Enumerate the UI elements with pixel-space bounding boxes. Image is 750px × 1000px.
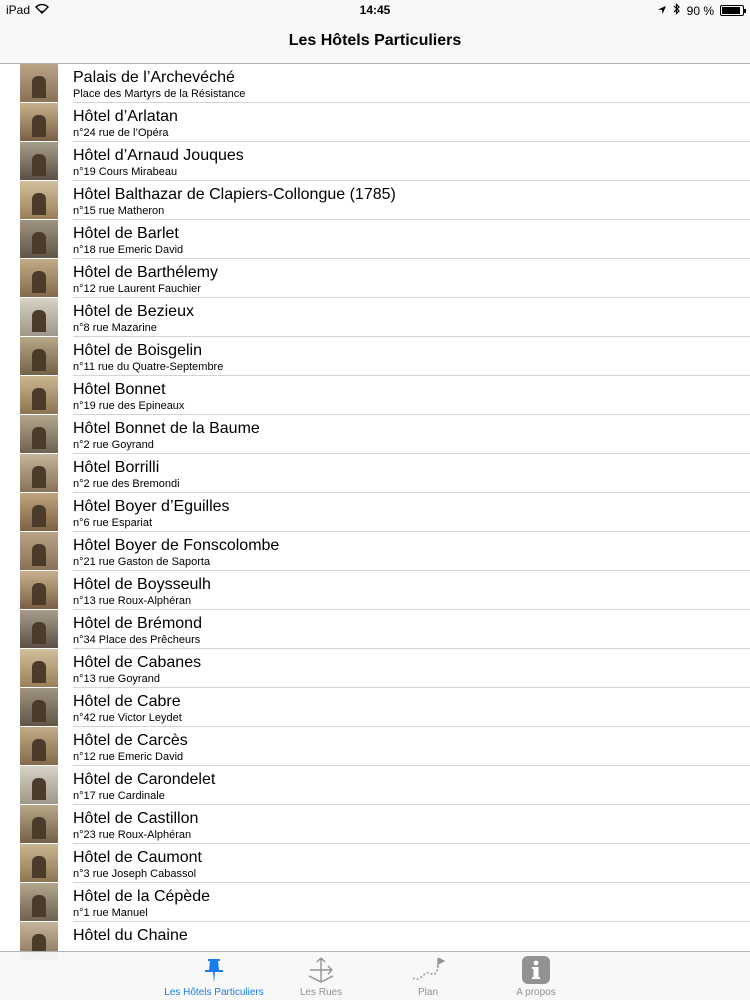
list-item[interactable] <box>0 415 750 454</box>
tab-plan[interactable] <box>378 956 478 998</box>
list-item[interactable] <box>0 259 750 298</box>
list-item[interactable] <box>0 493 750 532</box>
list-item-subtitle: n°42 rue Victor Leydet <box>73 712 182 724</box>
status-bar <box>0 0 750 22</box>
list-item[interactable] <box>0 844 750 883</box>
list-item[interactable] <box>0 688 750 727</box>
device-name: iPad <box>6 3 31 17</box>
list-item-title: Hôtel de Bezieux <box>73 303 194 320</box>
hotel-thumbnail <box>20 688 58 726</box>
hotel-thumbnail <box>20 844 58 882</box>
door-icon <box>32 739 46 761</box>
battery-percent: 90 % <box>686 3 714 18</box>
list-item-subtitle: Place des Martyrs de la Résistance <box>73 88 246 100</box>
hotel-thumbnail <box>20 610 58 648</box>
list-item-text <box>73 220 750 259</box>
list-item-text <box>73 805 750 844</box>
door-icon <box>32 583 46 605</box>
list-item-title: Hôtel de Caumont <box>73 849 202 866</box>
bluetooth-icon <box>673 3 681 18</box>
list-item-text <box>73 142 750 181</box>
list-item-title: Hôtel Bonnet de la Baume <box>73 420 260 437</box>
list-item[interactable] <box>0 883 750 922</box>
list-item[interactable] <box>0 103 750 142</box>
door-icon <box>32 232 46 254</box>
list-item-text <box>73 571 750 610</box>
location-arrow-icon <box>657 4 667 18</box>
list-item-subtitle: n°15 rue Matheron <box>73 205 165 217</box>
list-item[interactable] <box>0 610 750 649</box>
list-item-subtitle: n°12 rue Laurent Fauchier <box>73 283 201 295</box>
hotel-thumbnail <box>20 220 58 258</box>
list-item-title: Hôtel Borrilli <box>73 459 160 476</box>
hotel-thumbnail <box>20 766 58 804</box>
list-item-text <box>73 259 750 298</box>
list-item-title: Hôtel de Carcès <box>73 732 188 749</box>
list-item-text <box>73 454 750 493</box>
door-icon <box>32 271 46 293</box>
list-item[interactable] <box>0 298 750 337</box>
tab-plan-label: Plan <box>417 987 438 998</box>
list-item-title: Hôtel Boyer de Fonscolombe <box>73 537 280 554</box>
list-item-text <box>73 727 750 766</box>
door-icon <box>32 544 46 566</box>
list-item[interactable] <box>0 142 750 181</box>
list-item-subtitle: n°11 rue du Quatre-Septembre <box>73 361 224 373</box>
door-icon <box>32 388 46 410</box>
map-arrows-icon <box>306 956 336 984</box>
list-item[interactable] <box>0 64 750 103</box>
list-item-subtitle: n°13 rue Goyrand <box>73 673 160 685</box>
list-item-subtitle: n°8 rue Mazarine <box>73 322 157 334</box>
list-item-title: Hôtel Bonnet <box>73 381 166 398</box>
list-item-subtitle: n°19 rue des Epineaux <box>73 400 185 412</box>
door-icon <box>32 427 46 449</box>
hotel-thumbnail <box>20 883 58 921</box>
list-item-subtitle: n°34 Place des Prêcheurs <box>73 634 201 646</box>
list-item[interactable] <box>0 727 750 766</box>
hotel-thumbnail <box>20 337 58 375</box>
list-item-text <box>73 649 750 688</box>
list-item-text <box>73 766 750 805</box>
list-item-subtitle: n°13 rue Roux-Alphéran <box>73 595 192 607</box>
door-icon <box>32 349 46 371</box>
hotel-thumbnail <box>20 727 58 765</box>
hotel-thumbnail <box>20 454 58 492</box>
list-item-title: Hôtel de Barlet <box>73 225 179 242</box>
list-item-subtitle: n°2 rue Goyrand <box>73 439 154 451</box>
list-item-title: Hôtel de Castillon <box>73 810 199 827</box>
door-icon <box>32 700 46 722</box>
door-icon <box>32 466 46 488</box>
list-item-subtitle: n°2 rue des Bremondi <box>73 478 180 490</box>
list-item[interactable] <box>0 337 750 376</box>
list-item-text <box>73 688 750 727</box>
list-item-text <box>73 610 750 649</box>
door-icon <box>32 505 46 527</box>
list-item-subtitle: n°1 rue Manuel <box>73 907 148 919</box>
door-icon <box>32 661 46 683</box>
door-icon <box>32 310 46 332</box>
list-item[interactable] <box>0 571 750 610</box>
battery-icon <box>720 5 744 16</box>
door-icon <box>32 895 46 917</box>
list-item-text <box>73 376 750 415</box>
list-item[interactable] <box>0 649 750 688</box>
route-icon <box>410 956 446 984</box>
list-item-title: Hôtel Balthazar de Clapiers-Collongue (1785) <box>73 186 396 203</box>
info-icon <box>521 956 551 984</box>
list-item-subtitle: n°23 rue Roux-Alphéran <box>73 829 192 841</box>
list-item-title: Hôtel de Boisgelin <box>73 342 202 359</box>
hotel-thumbnail <box>20 415 58 453</box>
list-item-title: Hôtel de Cabanes <box>73 654 202 671</box>
hotel-thumbnail <box>20 64 58 102</box>
tab-bar <box>0 951 750 1000</box>
list-item[interactable] <box>0 454 750 493</box>
list-item-subtitle: n°21 rue Gaston de Saporta <box>73 556 211 568</box>
tab-about[interactable] <box>486 956 586 998</box>
list-item[interactable] <box>0 376 750 415</box>
list-item-subtitle: n°19 Cours Mirabeau <box>73 166 178 178</box>
list-item-text <box>73 103 750 142</box>
hotel-thumbnail <box>20 532 58 570</box>
list-item-subtitle: n°17 rue Cardinale <box>73 790 165 802</box>
list-item-title: Hôtel de Boysseulh <box>73 576 211 593</box>
list-item-subtitle: n°6 rue Espariat <box>73 517 152 529</box>
list-item-text <box>73 337 750 376</box>
page-title: Les Hôtels Particuliers <box>288 32 462 49</box>
list-item-text <box>73 844 750 883</box>
list-item-text <box>73 493 750 532</box>
list-item-title: Hôtel de Barthélemy <box>73 264 218 281</box>
list-item-subtitle: n°18 rue Emeric David <box>73 244 184 256</box>
list-item-title: Hôtel de Brémond <box>73 615 202 632</box>
list-item[interactable] <box>0 532 750 571</box>
hotel-thumbnail <box>20 142 58 180</box>
list-item-subtitle: n°12 rue Emeric David <box>73 751 184 763</box>
list-item-text <box>73 532 750 571</box>
list-item[interactable] <box>0 220 750 259</box>
list-item-text <box>73 181 750 220</box>
pin-icon <box>199 956 229 984</box>
list-item[interactable] <box>0 766 750 805</box>
list-item-text <box>73 64 750 103</box>
list-item-title: Hôtel de la Cépède <box>73 888 210 905</box>
list-item-text <box>73 415 750 454</box>
hotel-thumbnail <box>20 298 58 336</box>
tab-about-label: A propos <box>516 987 556 998</box>
list-item[interactable] <box>0 181 750 220</box>
door-icon <box>32 115 46 137</box>
list-item-text <box>73 298 750 337</box>
door-icon <box>32 154 46 176</box>
hotel-thumbnail <box>20 259 58 297</box>
list-item-text <box>73 883 750 922</box>
list-item-title: Palais de l’Archevéché <box>73 69 235 86</box>
tab-streets[interactable] <box>271 956 371 998</box>
hotel-thumbnail <box>20 181 58 219</box>
tab-streets-label: Les Rues <box>299 987 343 998</box>
status-right <box>657 3 744 18</box>
status-time: 14:45 <box>359 3 391 17</box>
door-icon <box>32 193 46 215</box>
list-item-title: Hôtel du Chaine <box>73 927 188 944</box>
list-item-subtitle: n°24 rue de l’Opéra <box>73 127 169 139</box>
list-item-subtitle: n°3 rue Joseph Cabassol <box>73 868 197 880</box>
door-icon <box>32 778 46 800</box>
door-icon <box>32 817 46 839</box>
battery-level <box>722 7 740 14</box>
hotel-list[interactable] <box>0 64 750 961</box>
list-item-title: Hôtel de Carondelet <box>73 771 216 788</box>
hotel-thumbnail <box>20 376 58 414</box>
hotel-thumbnail <box>20 103 58 141</box>
hotel-thumbnail <box>20 493 58 531</box>
list-item-title: Hôtel d’Arlatan <box>73 108 178 125</box>
hotel-thumbnail <box>20 571 58 609</box>
tab-hotels[interactable] <box>164 956 264 998</box>
list-item-title: Hôtel d’Arnaud Jouques <box>73 147 244 164</box>
list-item-title: Hôtel Boyer d’Eguilles <box>73 498 230 515</box>
door-icon <box>32 856 46 878</box>
tab-hotels-label: Les Hôtels Particuliers <box>164 987 264 998</box>
door-icon <box>32 622 46 644</box>
door-icon <box>32 76 46 98</box>
hotel-thumbnail <box>20 805 58 843</box>
hotel-thumbnail <box>20 649 58 687</box>
list-item[interactable] <box>0 805 750 844</box>
list-item-title: Hôtel de Cabre <box>73 693 181 710</box>
